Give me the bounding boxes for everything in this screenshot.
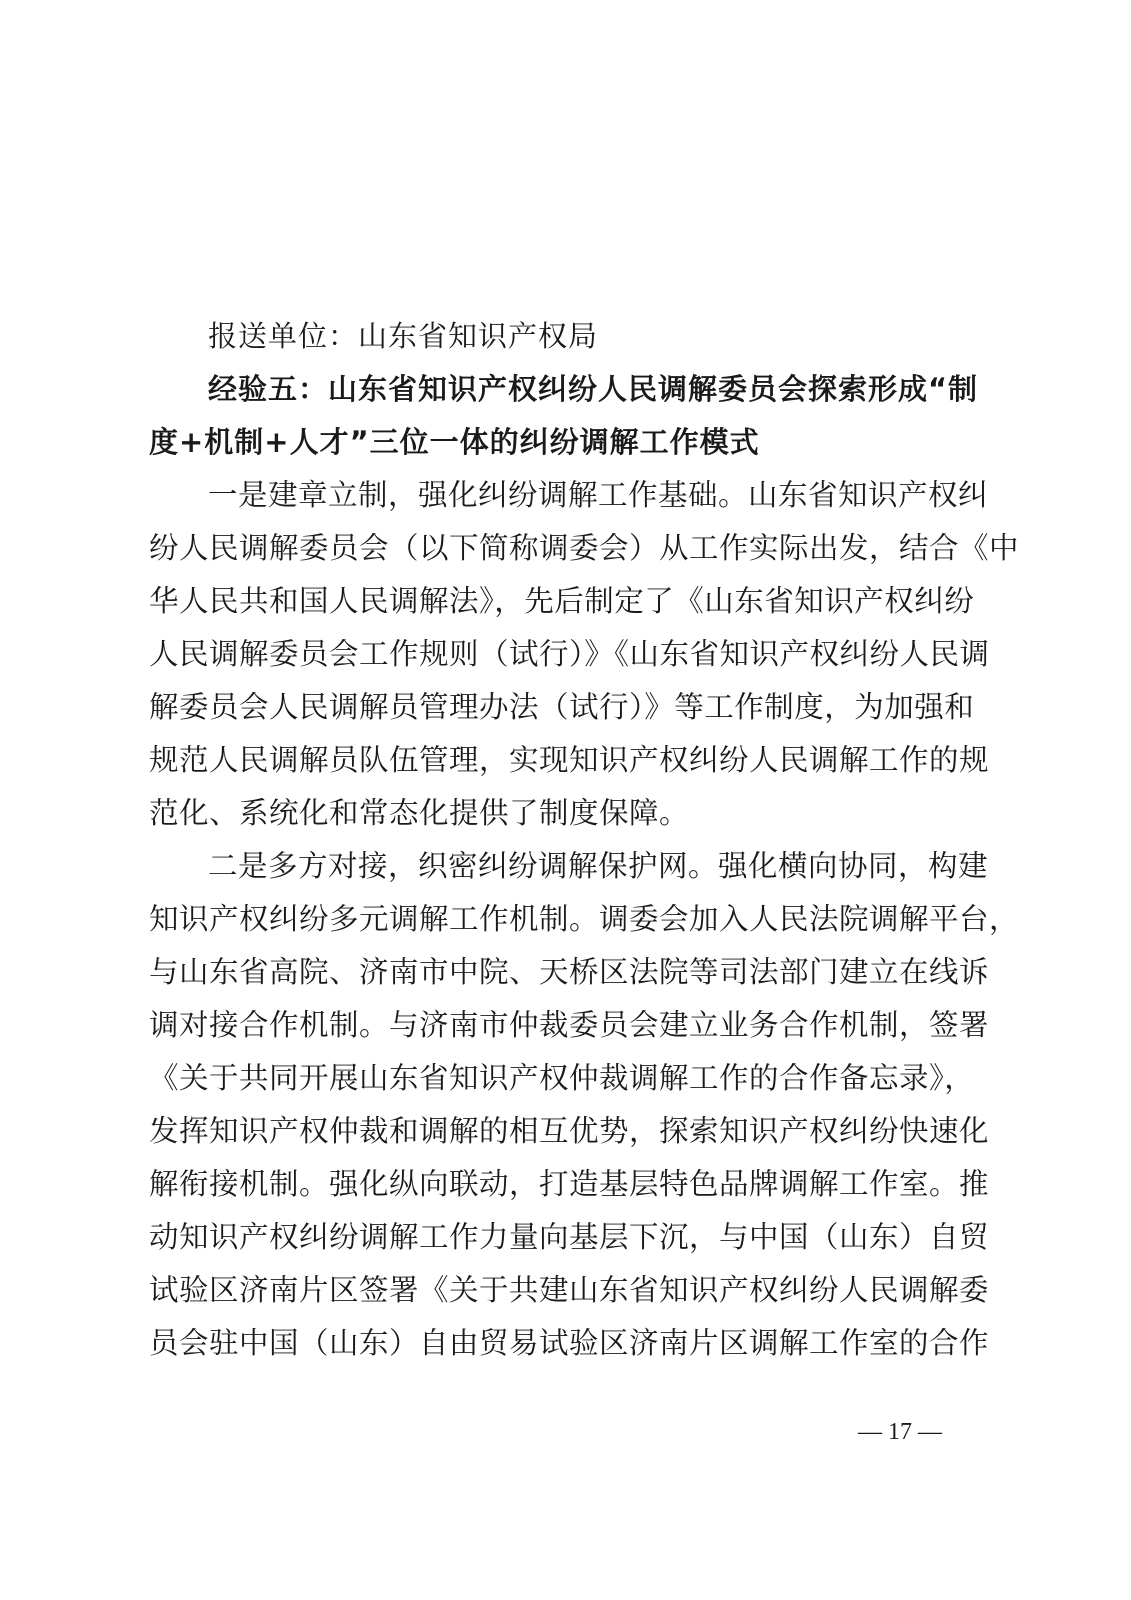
body-line: 员会驻中国（山东）自由贸易试验区济南片区调解工作室的合作: [149, 1326, 990, 1360]
body-line: 《关于共同开展山东省知识产权仲裁调解工作的合作备忘录》，: [149, 1061, 975, 1095]
body-line: 解衔接机制。强化纵向联动，打造基层特色品牌调解工作室。推: [149, 1167, 990, 1201]
reporting-unit-line: 报送单位：山东省知识产权局: [208, 319, 599, 353]
body-line: 调对接合作机制。与济南市仲裁委员会建立业务合作机制，签署: [149, 1008, 990, 1042]
body-line: 与山东省高院、济南市中院、天桥区法院等司法部门建立在线诉: [149, 955, 990, 989]
body-line: 人民调解委员会工作规则（试行）》《山东省知识产权纠纷人民调: [149, 637, 990, 671]
experience-heading-line-2: 度+机制+人才”三位一体的纠纷调解工作模式: [149, 425, 760, 459]
body-line: 发挥知识产权仲裁和调解的相互优势，探索知识产权纠纷快速化: [149, 1114, 990, 1148]
page-number: — 17 —: [858, 1419, 942, 1445]
body-line: 动知识产权纠纷调解工作力量向基层下沉，与中国（山东）自贸: [149, 1220, 990, 1254]
body-line: 知识产权纠纷多元调解工作机制。调委会加入人民法院调解平台，: [149, 902, 1020, 936]
body-line: 一是建章立制，强化纠纷调解工作基础。山东省知识产权纠: [208, 478, 989, 512]
body-line: 范化、系统化和常态化提供了制度保障。: [149, 796, 690, 830]
body-line: 纷人民调解委员会（以下简称调委会）从工作实际出发，结合《中: [149, 531, 1020, 565]
body-line: 试验区济南片区签署《关于共建山东省知识产权纠纷人民调解委: [149, 1273, 990, 1307]
body-line: 华人民共和国人民调解法》，先后制定了《山东省知识产权纠纷: [149, 584, 975, 618]
experience-heading-line-1: 经验五：山东省知识产权纠纷人民调解委员会探索形成“制: [208, 372, 979, 406]
body-line: 二是多方对接，织密纠纷调解保护网。强化横向协同，构建: [208, 849, 989, 883]
body-line: 解委员会人民调解员管理办法（试行）》等工作制度，为加强和: [149, 690, 975, 724]
body-line: 规范人民调解员队伍管理，实现知识产权纠纷人民调解工作的规: [149, 743, 990, 777]
